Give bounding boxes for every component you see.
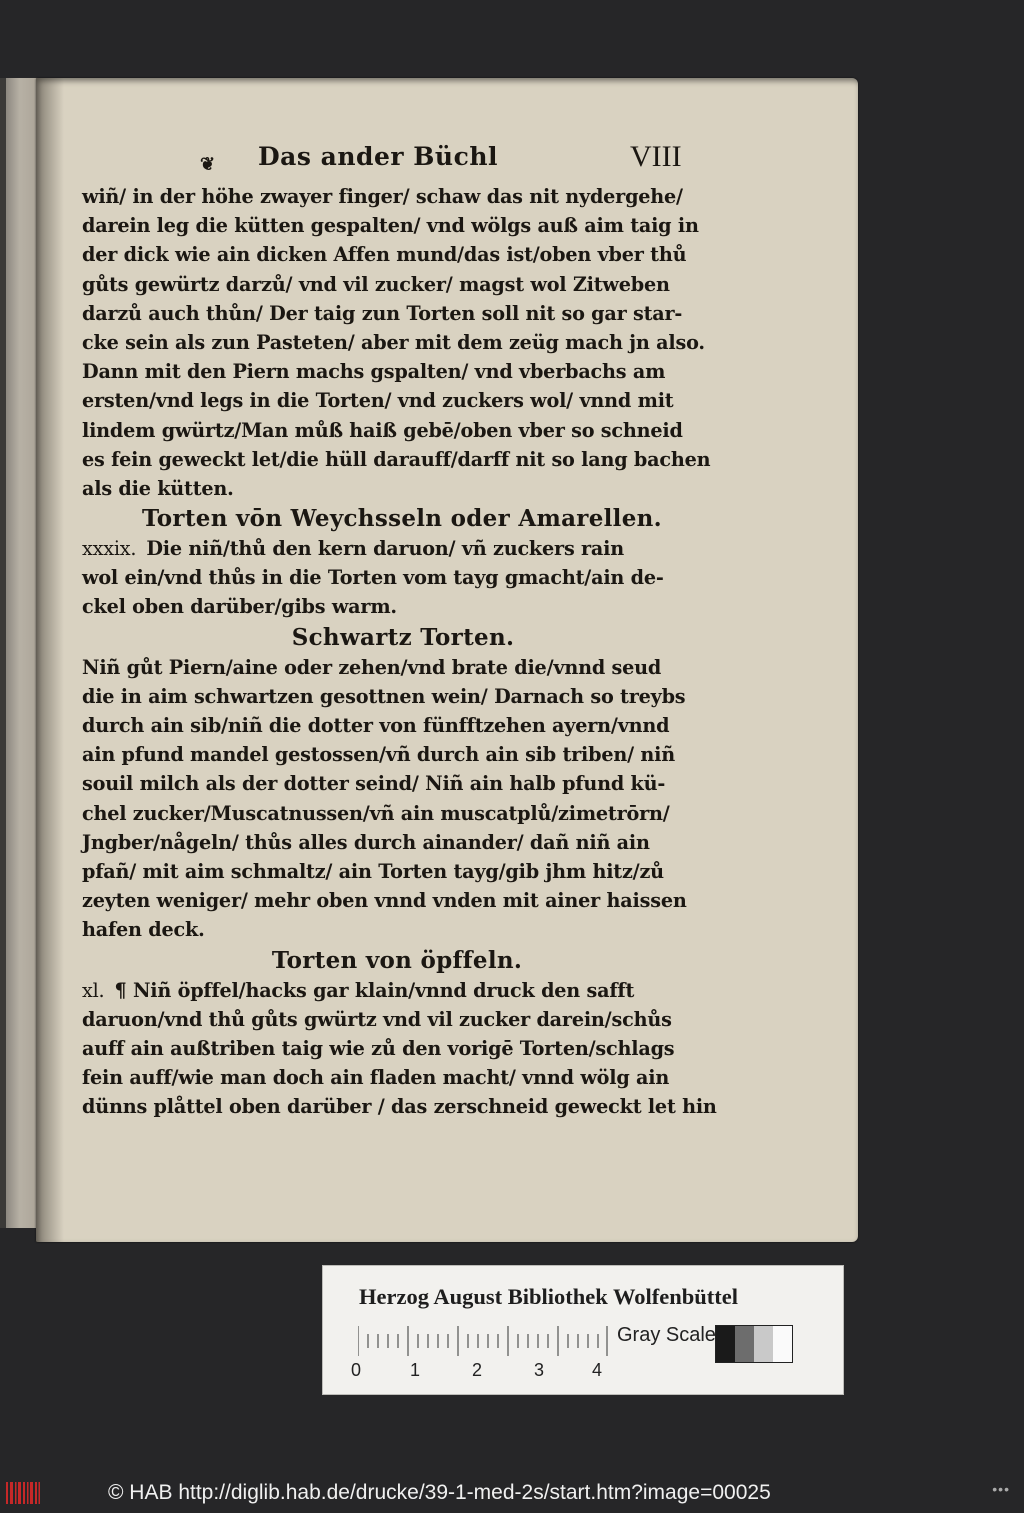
paragraph-black-tart: [82, 653, 712, 945]
recipe-number: xxxix.: [82, 537, 137, 561]
ruler-number: 1: [410, 1360, 421, 1380]
text-line: souil milch als der dotter seind/ Niñ ain halb pfund kü-: [82, 772, 666, 796]
text-line: Jngber/någeln/ thůs alles durch ainander/ dañ niñ ain: [82, 830, 650, 854]
text-line: dünns plåttel oben darüber / das zerschneid geweckt let hin: [82, 1095, 717, 1119]
text-line: wol ein/vnd thůs in die Torten vom tayg gmacht/ain de-: [82, 566, 664, 590]
color-target-card: [322, 1265, 844, 1395]
section-heading: Torten vōn Weychsseln oder Amarellen.: [142, 505, 662, 533]
gray-scale-swatches: [715, 1325, 793, 1363]
text-line: ain pfund mandel gestossen/vñ durch ain sib triben/ niñ: [82, 743, 675, 767]
paragraph-apples: [82, 976, 717, 1122]
text-line: darzů auch thůn/ Der taig zun Torten soll nit so gar star-: [82, 301, 683, 325]
text-line: als die kütten.: [82, 476, 234, 500]
text-line-content: ¶ Niñ öpffel/hacks gar klain/vnnd druck den safft: [114, 978, 635, 1002]
text-line: pfañ/ mit aim schmaltz/ ain Torten tayg/gib jhm hitz/zů: [82, 859, 664, 883]
page-stack-shadow: [0, 78, 6, 1228]
text-line: durch ain sib/niñ die dotter von fünfftzehen ayern/vnnd: [82, 714, 670, 737]
ornament-icon: ❦: [200, 154, 216, 175]
swatch-black: [716, 1326, 735, 1362]
text-line: [82, 534, 712, 563]
text-line: Niñ gůt Piern/aine oder zehen/vnd brate die/vnnd seud: [82, 655, 662, 679]
gray-scale-label: Gray Scale: [617, 1324, 716, 1346]
text-line: fein auff/wie man doch ain fladen macht/ vnnd wölg ain: [82, 1066, 670, 1090]
ruler-number: 0: [351, 1360, 362, 1380]
ruler-scale: [358, 1326, 608, 1356]
ruler-number: 4: [592, 1360, 603, 1380]
text-line: der dick wie ain dicken Affen mund/das ist/oben vber thů: [82, 243, 687, 267]
text-line: gůts gewürtz darzů/ vnd vil zucker/ magst wol Zitweben: [82, 272, 670, 296]
section-heading: Torten von öpffeln.: [271, 946, 523, 974]
text-line: darein leg die kütten gespalten/ vnd wölgs auß aim taig in: [82, 214, 699, 238]
text-line: hafen deck.: [82, 918, 205, 942]
text-line: cke sein als zun Pasteten/ aber mit dem zeüg mach jn also.: [82, 330, 705, 354]
copyright-url[interactable]: © HAB http://diglib.hab.de/drucke/39-1-med-2s/start.htm?image=00025: [108, 1481, 771, 1504]
text-line: wiñ/ in der höhe zwayer finger/ schaw das nit nydergehe/: [82, 185, 683, 208]
hab-logo-icon: [6, 1482, 40, 1504]
paragraph-quinces: [82, 182, 712, 503]
text-line: auff ain außtriben taig wie zů den vorigē Torten/schlags: [82, 1036, 675, 1060]
text-line: ckel oben darüber/gibs warm.: [82, 595, 397, 619]
text-line: chel zucker/Muscatnussen/vñ ain muscatplů/zimetrōrn/: [82, 801, 670, 825]
text-line: Dann mit den Piern machs gspalten/ vnd vberbachs am: [82, 360, 666, 384]
text-line: die in aim schwartzen gesottnen wein/ Darnach so treybs: [82, 684, 686, 708]
running-header: [82, 140, 712, 182]
text-line: [82, 976, 712, 1005]
more-dots-icon: •••: [992, 1481, 1010, 1497]
recipe-number: xl.: [82, 978, 105, 1002]
page-text: [82, 140, 717, 1121]
text-line: zeyten weniger/ mehr oben vnnd vnden mit ainer haissen: [82, 889, 687, 913]
paragraph-cherries: [82, 534, 712, 622]
swatch-white: [773, 1326, 792, 1362]
swatch-light-gray: [754, 1326, 773, 1362]
page-gutter-shadow: [36, 78, 64, 1242]
ruler-number: 2: [472, 1360, 483, 1380]
text-line: daruon/vnd thů gůts gwürtz vnd vil zucker darein/schůs: [82, 1007, 672, 1031]
text-line: lindem gwürtz/Man můß haiß gebē/oben vber so schneid: [82, 418, 683, 442]
text-line: es fein geweckt let/die hüll darauff/darff nit so lang bachen: [82, 447, 711, 471]
footer-bar: [0, 1473, 1024, 1513]
swatch-dark-gray: [735, 1326, 754, 1362]
section-heading: Schwartz Torten.: [291, 623, 515, 651]
text-line: ersten/vnd legs in die Torten/ vnd zuckers wol/ vnnd mit: [82, 389, 674, 413]
library-name: Herzog August Bibliothek Wolfenbüttel: [359, 1284, 738, 1309]
running-title: Das ander Büchl: [258, 142, 498, 171]
ruler-number: 3: [534, 1360, 545, 1380]
folio-number: VIII: [630, 140, 682, 173]
text-line-content: Die niñ/thů den kern daruon/ vñ zuckers rain: [146, 537, 625, 561]
